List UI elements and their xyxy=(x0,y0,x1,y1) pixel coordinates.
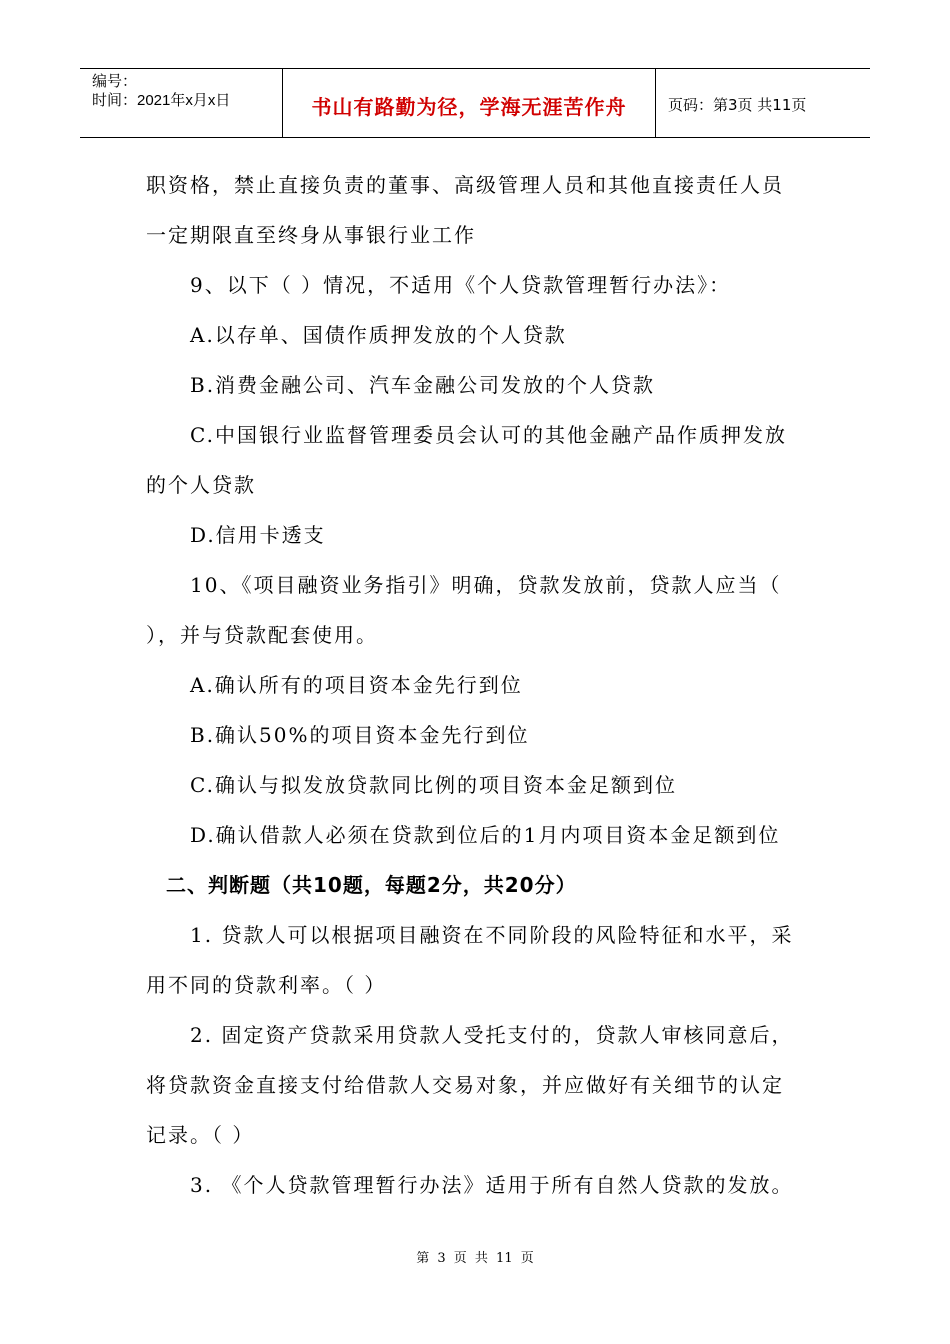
page-footer: 第 3 页 共 11 页 xyxy=(416,1251,534,1266)
option-a: A.确认所有的项目资本金先行到位 xyxy=(190,673,523,697)
document-date-label: 时间：2021年x月x日 xyxy=(92,92,231,109)
option-b: B.确认50%的项目资本金先行到位 xyxy=(190,723,530,747)
header-motto-cell xyxy=(283,69,656,137)
document-number-label: 编号： xyxy=(92,73,138,90)
header-page-info: 页码：第3页 共11页 xyxy=(668,96,807,114)
header-page-cell xyxy=(656,69,870,137)
option-d: D.信用卡透支 xyxy=(190,523,326,547)
header-motto: 书山有路勤为径，学海无涯苦作舟 xyxy=(311,95,627,119)
section-heading: 二、判断题（共10题，每题2分，共20分） xyxy=(166,873,577,897)
body-line: 一定期限直至终身从事银行业工作 xyxy=(146,223,476,247)
body-line: 职资格，禁止直接负责的董事、高级管理人员和其他直接责任人员 xyxy=(146,173,784,197)
body-line: 用不同的贷款利率。（ ） xyxy=(146,973,387,997)
body-line: 的个人贷款 xyxy=(146,473,256,497)
judgement-2: 2. 固定资产贷款采用贷款人受托支付的，贷款人审核同意后， xyxy=(190,1023,794,1047)
header-left-cell xyxy=(80,69,283,137)
option-c: C.确认与拟发放贷款同比例的项目资本金足额到位 xyxy=(190,773,677,797)
question-9: 9、以下（ ）情况，不适用《个人贷款管理暂行办法》： xyxy=(190,273,732,297)
question-10: 10、《项目融资业务指引》明确，贷款发放前，贷款人应当（ xyxy=(190,573,782,597)
body-line: 记录。（ ） xyxy=(146,1123,255,1147)
option-b: B.消费金融公司、汽车金融公司发放的个人贷款 xyxy=(190,373,656,397)
judgement-3: 3. 《个人贷款管理暂行办法》适用于所有自然人贷款的发放。 xyxy=(190,1173,794,1197)
option-d: D.确认借款人必须在贷款到位后的1月内项目资本金足额到位 xyxy=(190,823,781,847)
document-body xyxy=(146,160,808,1210)
body-line: ），并与贷款配套使用。 xyxy=(146,623,378,647)
option-a: A.以存单、国债作质押发放的个人贷款 xyxy=(190,323,567,347)
judgement-1: 1. 贷款人可以根据项目融资在不同阶段的风险特征和水平，采 xyxy=(190,923,794,947)
document-header xyxy=(80,68,870,138)
body-line: 将贷款资金直接支付给借款人交易对象，并应做好有关细节的认定 xyxy=(146,1073,784,1097)
option-c: C.中国银行业监督管理委员会认可的其他金融产品作质押发放 xyxy=(190,423,787,447)
